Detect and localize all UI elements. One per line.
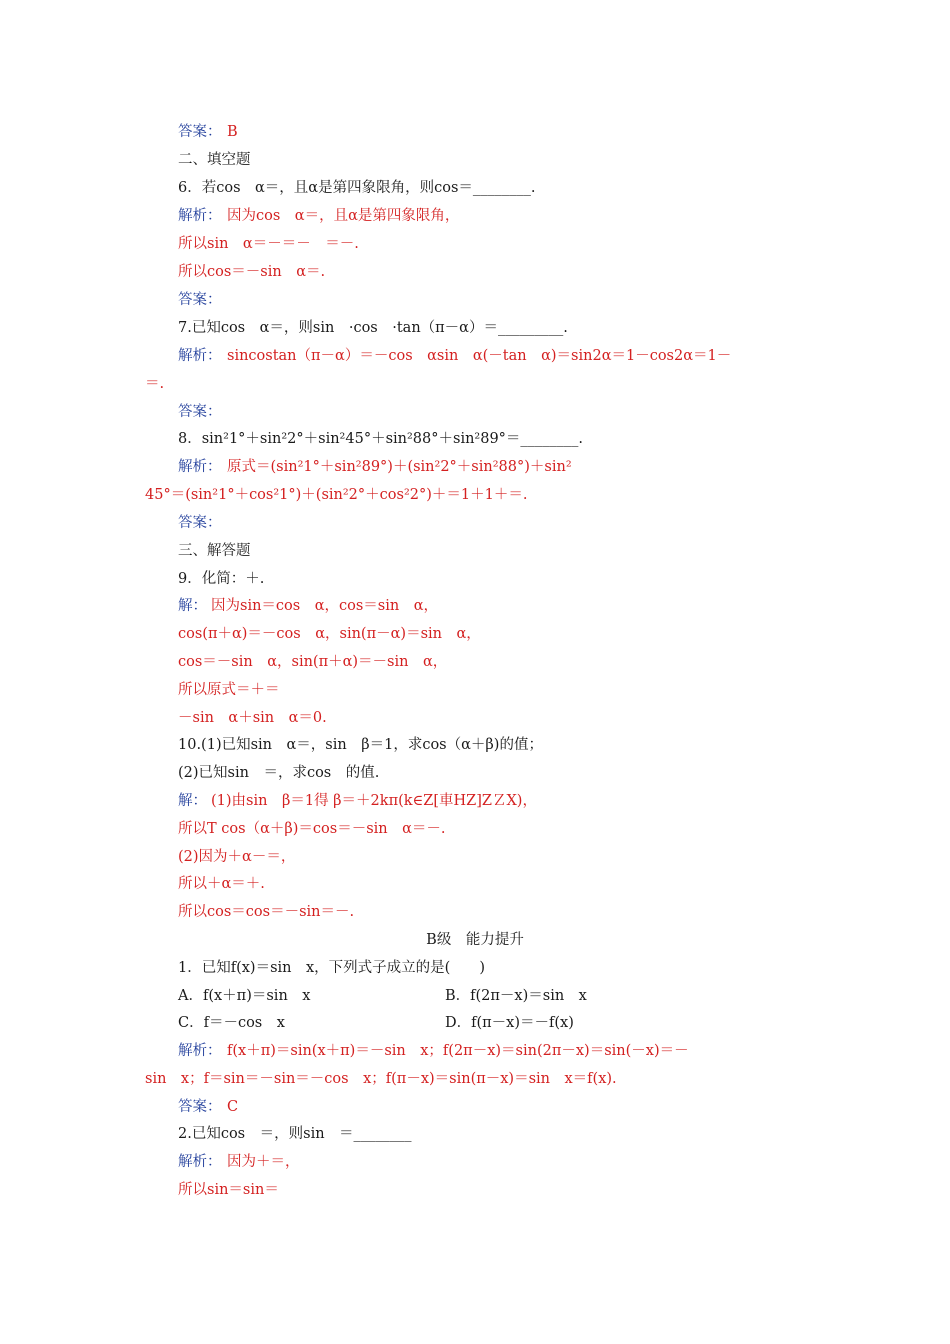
- analysis-b2-line-2: 所以sin＝sin＝: [178, 1182, 279, 1198]
- analysis-label: 解析：: [178, 459, 222, 475]
- option-d: D．f(π－x)＝－f(x): [445, 1015, 574, 1031]
- answer-line-6: [0, 286, 950, 314]
- solution-10-line-3: (2)因为＋α－＝，: [178, 849, 296, 865]
- question-b2: 2.已知cos ＝，则sin ＝________: [178, 1126, 412, 1142]
- solution-10-line-5: 所以cos＝cos＝－sin＝－.: [178, 904, 355, 920]
- solution-9-line-4: 所以原式＝＋＝: [178, 682, 280, 698]
- answer-value: C: [227, 1099, 239, 1115]
- options-row-2: [0, 1009, 950, 1037]
- solution-label: 解：: [178, 598, 207, 614]
- answer-label: 答案：: [178, 404, 222, 420]
- question-b1: 1．已知f(x)＝sin x，下列式子成立的是( ): [178, 960, 485, 976]
- section-heading-solve: 三、解答题: [178, 543, 251, 559]
- solution-10-line-4: 所以＋α＝＋.: [178, 876, 265, 892]
- analysis-b1-line-2: sin x；f＝sin＝－sin＝－cos x；f(π－x)＝sin(π－x)＝sin x＝f(x).: [145, 1071, 617, 1087]
- analysis-6-line-1: 解析： 因为cos α＝，且α是第四象限角，: [0, 202, 950, 230]
- option-b: B．f(2π－x)＝sin x: [445, 988, 587, 1004]
- analysis-label: 解析：: [178, 1154, 222, 1170]
- question-10-part-2: (2)已知sin ＝，求cos 的值.: [178, 765, 380, 781]
- solution-label: 解：: [178, 793, 207, 809]
- solution-9-line-3: cos＝－sin α，sin(π＋α)＝－sin α，: [178, 654, 448, 670]
- question-6: 6．若cos α＝，且α是第四象限角，则cos＝________.: [178, 180, 536, 196]
- answer-line-8: [0, 509, 950, 537]
- options-row-1: [0, 982, 950, 1010]
- analysis-6-line-2: 所以sin α＝－＝－ ＝－.: [178, 236, 359, 252]
- answer-line-7: [0, 398, 950, 426]
- section-heading-fill-blank: 二、填空题: [178, 152, 251, 168]
- section-heading-level-b: B级 能力提升: [426, 932, 524, 948]
- analysis-7-line-2: ＝.: [145, 376, 165, 392]
- analysis-b1-line-1: 解析： f(x＋π)＝sin(x＋π)＝－sin x；f(2π－x)＝sin(2π－x)＝sin(－x)＝－: [0, 1037, 950, 1065]
- analysis-b2-line-1: 解析： 因为＋＝，: [0, 1148, 950, 1176]
- analysis-label: 解析：: [178, 348, 222, 364]
- analysis-8-line-1: 解析： 原式＝(sin²1°＋sin²89°)＋(sin²2°＋sin²88°)＋sin²: [0, 453, 950, 481]
- answer-line-5: [0, 118, 950, 146]
- solution-9-line-2: cos(π＋α)＝－cos α，sin(π－α)＝sin α，: [178, 626, 481, 642]
- solution-9-line-1: 解： 因为sin＝cos α，cos＝sin α，: [0, 592, 950, 620]
- answer-label: 答案：: [178, 124, 222, 140]
- analysis-label: 解析：: [178, 1043, 222, 1059]
- answer-line-b1: [0, 1093, 950, 1121]
- solution-10-line-2: 所以T cos（α＋β)＝cos＝－sin α＝－.: [178, 821, 446, 837]
- question-8: 8．sin²1°＋sin²2°＋sin²45°＋sin²88°＋sin²89°＝________.: [178, 431, 584, 447]
- answer-label: 答案：: [178, 515, 222, 531]
- option-a: A．f(x＋π)＝sin x: [178, 988, 311, 1004]
- solution-9-line-5: －sin α＋sin α＝0.: [178, 710, 327, 726]
- answer-label: 答案：: [178, 292, 222, 308]
- solution-10-line-1: 解： (1)由sin β＝1得 β＝＋2kπ(k∈Z[車HZ]ZＺX)，: [0, 787, 950, 815]
- question-7: 7.已知cos α＝，则sin ·cos ·tan（π－α）＝_________.: [178, 320, 568, 336]
- answer-label: 答案：: [178, 1099, 222, 1115]
- analysis-label: 解析：: [178, 208, 222, 224]
- option-c: C．f＝－cos x: [178, 1015, 285, 1031]
- analysis-6-line-3: 所以cos＝－sin α＝.: [178, 264, 326, 280]
- question-9: 9．化简：＋.: [178, 571, 265, 587]
- answer-value: B: [227, 124, 238, 140]
- analysis-8-line-2: 45°＝(sin²1°＋cos²1°)＋(sin²2°＋cos²2°)＋＝1＋1＋＝.: [145, 487, 528, 503]
- question-10-part-1: 10.(1)已知sin α＝，sin β＝1，求cos（α＋β)的值；: [178, 737, 543, 753]
- analysis-7-line-1: 解析： sincostan（π－α）＝－cos αsin α(－tan α)＝sin2α＝1－cos2α＝1－: [0, 342, 950, 370]
